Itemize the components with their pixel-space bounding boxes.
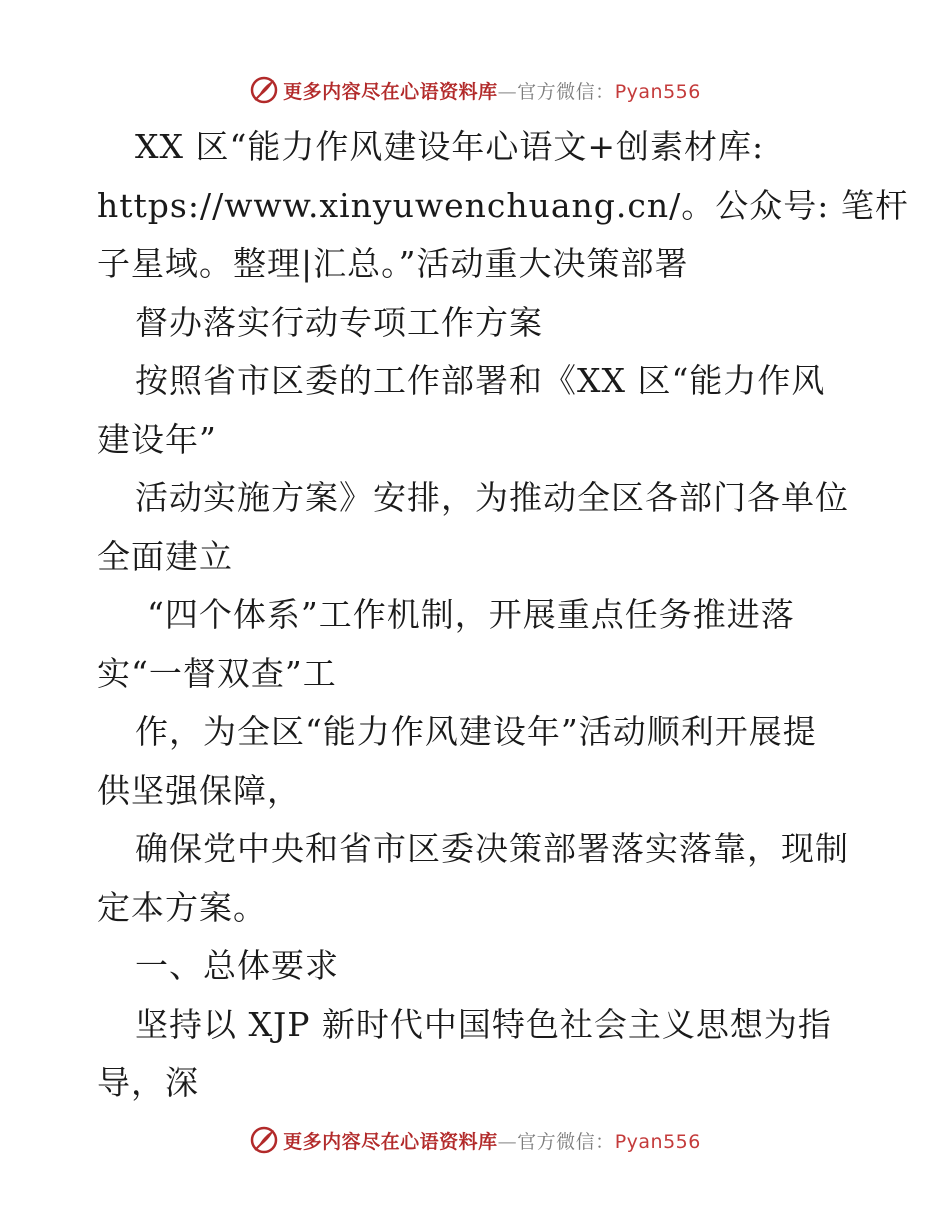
body-line: 实“一督双查”工 xyxy=(97,653,337,693)
document-body xyxy=(97,118,909,1113)
watermark-dash: — xyxy=(497,1130,518,1153)
watermark-brand: 更多内容尽在心语资料库 xyxy=(283,80,498,103)
body-line: 导，深 xyxy=(97,1063,199,1102)
watermark-brand: 更多内容尽在心语资料库 xyxy=(283,1130,498,1153)
body-line: 活动实施方案》安排，为推动全区各部门各单位 xyxy=(135,478,849,517)
body-line: 建设年” xyxy=(97,419,217,459)
watermark-wechat-label: 官方微信： xyxy=(517,1130,615,1153)
body-line: 定本方案。 xyxy=(97,887,267,927)
watermark-wechat-id: Pyan556 xyxy=(614,1130,701,1153)
body-line: https://www.xinyuwenchuang.cn/。公众号: 笔杆 xyxy=(97,185,909,225)
watermark-text xyxy=(283,1127,701,1154)
feather-logo-icon xyxy=(249,75,279,105)
watermark-wechat-label: 官方微信： xyxy=(517,80,615,103)
feather-logo-icon xyxy=(249,1125,279,1155)
body-line: 按照省市区委的工作部署和《XX 区“能力作风 xyxy=(135,361,826,400)
body-line: 子星域。整理|汇总。”活动重大决策部署 xyxy=(97,244,689,283)
footer-watermark xyxy=(0,1123,950,1157)
body-line: 坚持以 XJP 新时代中国特色社会主义思想为指 xyxy=(135,1004,832,1044)
watermark-dash: — xyxy=(497,80,518,103)
body-line: “四个体系”工作机制，开展重点任务推进落 xyxy=(147,595,795,634)
header-watermark xyxy=(0,73,950,107)
body-line: 作，为全区“能力作风建设年”活动顺利开展提 xyxy=(135,712,817,751)
body-line: 供坚强保障， xyxy=(97,770,301,810)
body-line: 确保党中央和省市区委决策部署落实落靠，现制 xyxy=(135,829,849,868)
body-line: 全面建立 xyxy=(97,536,233,576)
body-line: XX 区“能力作风建设年心语文+创素材库: xyxy=(135,127,765,166)
section-heading: 一、总体要求 xyxy=(135,946,339,985)
watermark-wechat-id: Pyan556 xyxy=(614,80,701,103)
document-title: 督办落实行动专项工作方案 xyxy=(135,302,543,342)
watermark-text xyxy=(283,77,701,104)
